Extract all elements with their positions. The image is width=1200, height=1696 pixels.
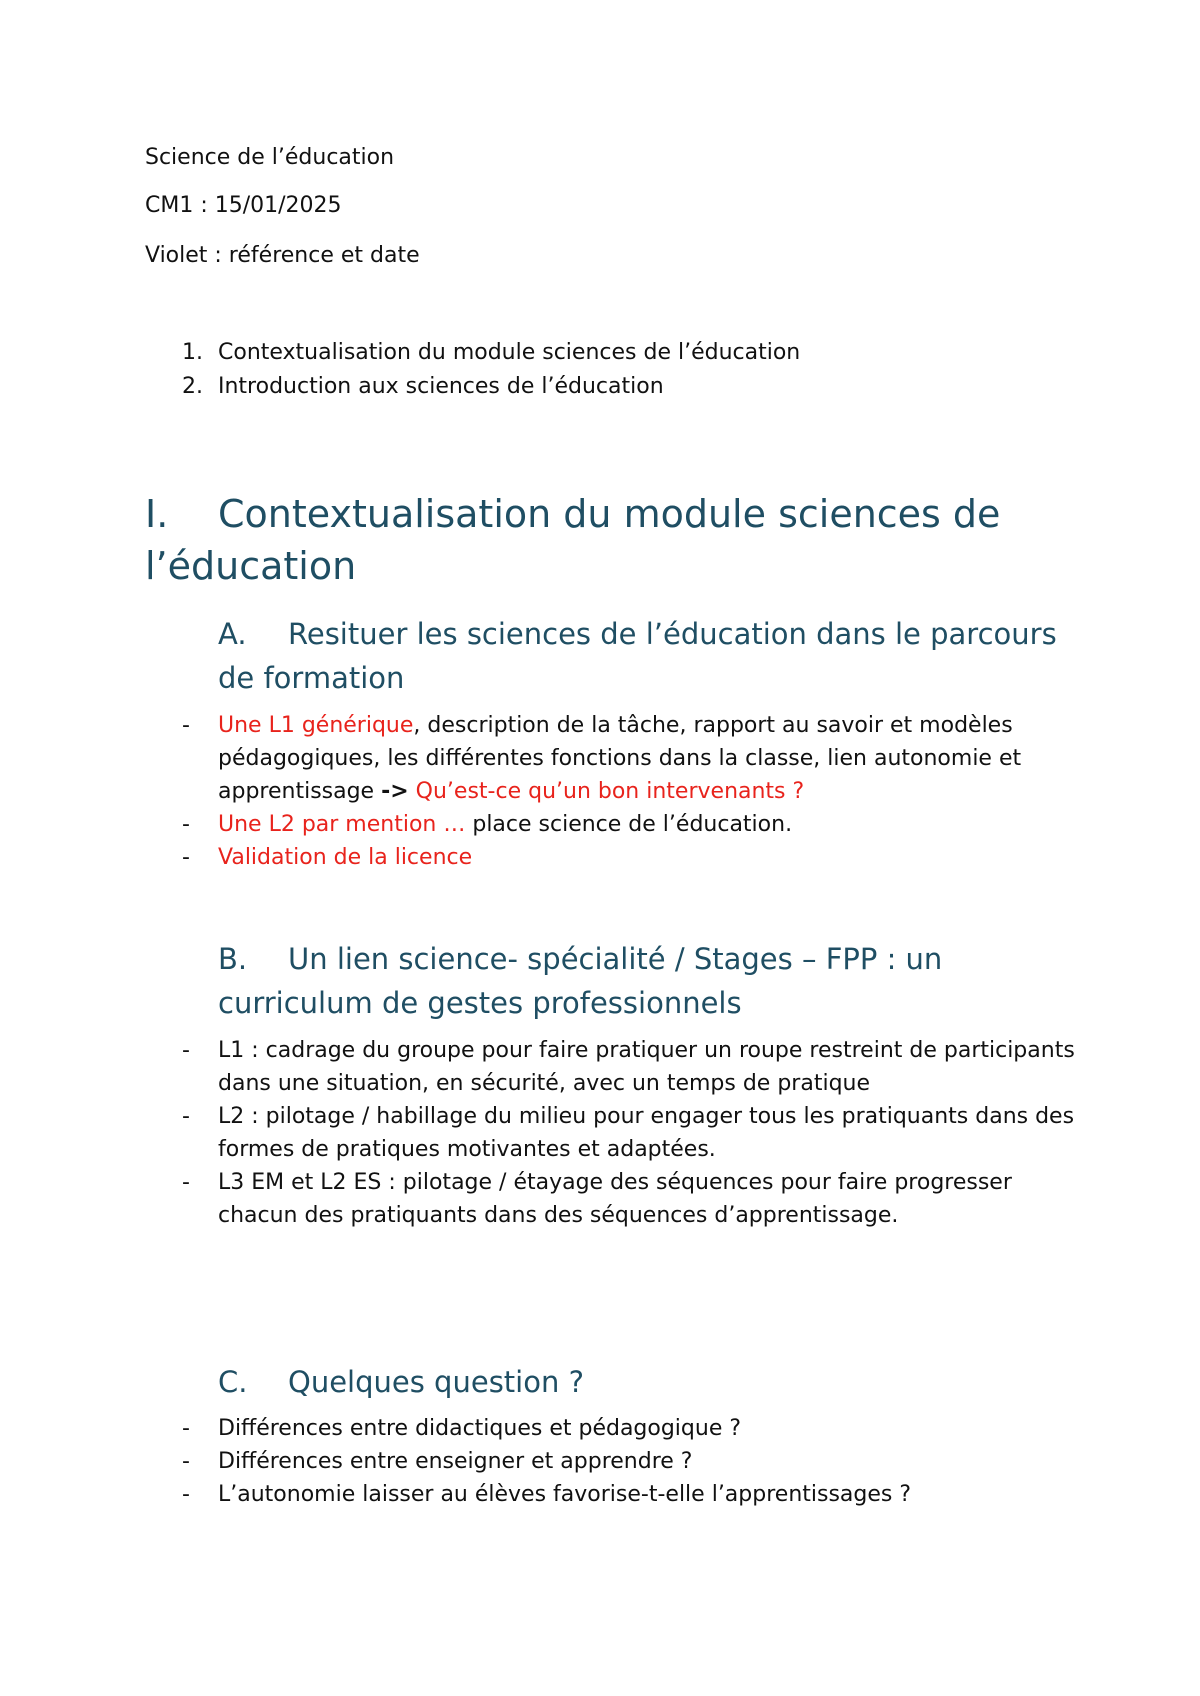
bullet-dash: - <box>182 1482 190 1507</box>
bullet-list-a <box>145 709 1085 874</box>
bullet-dash: - <box>182 713 190 738</box>
list-item <box>145 1166 1085 1232</box>
subsection-heading-b <box>218 937 1078 1025</box>
subsection-label: B. <box>218 942 248 976</box>
subsection-label: C. <box>218 1365 248 1399</box>
highlight-red: Qu’est-ce qu’un bon intervenants ? <box>408 779 805 804</box>
bullet-dash: - <box>182 1104 190 1129</box>
bullet-dash: - <box>182 812 190 837</box>
list-item <box>145 1478 1085 1511</box>
subsection-title: Quelques question ? <box>288 1365 584 1399</box>
item-text: L’autonomie laisser au élèves favorise-t-elle l’apprentissages ? <box>218 1482 912 1507</box>
toc-item <box>145 336 800 370</box>
subsection-title: Un lien science- spécialité / Stages – FPP : un curriculum de gestes professionnels <box>218 942 943 1020</box>
item-text: , description de la tâche, rapport au savoir et modèles pédagogiques, les différentes fonctions dans la classe, lien autonomie et apprentissage <box>218 713 1022 804</box>
table-of-contents <box>145 336 800 404</box>
highlight-red: Une L2 par mention … <box>218 812 466 837</box>
list-item <box>145 1100 1085 1166</box>
bullet-dash: - <box>182 1449 190 1474</box>
item-text: L1 : cadrage du groupe pour faire pratiquer un roupe restreint de participants dans une situation, en sécurité, avec un temps de pratique <box>218 1038 1075 1096</box>
item-text: L2 : pilotage / habillage du milieu pour engager tous les pratiquants dans des formes de pratiques motivantes et adaptées. <box>218 1104 1075 1162</box>
item-text: Différences entre enseigner et apprendre ? <box>218 1449 693 1474</box>
list-item <box>145 808 1085 841</box>
list-item <box>145 1445 1085 1478</box>
bullet-dash: - <box>182 845 190 870</box>
subsection-label: A. <box>218 617 247 651</box>
highlight-red: Validation de la licence <box>218 845 473 870</box>
toc-text: Introduction aux sciences de l’éducation <box>218 374 664 399</box>
list-item <box>145 1034 1085 1100</box>
bullet-list-c <box>145 1412 1085 1511</box>
section-title: Contextualisation du module sciences de l’éducation <box>145 492 1001 588</box>
list-item <box>145 841 1085 874</box>
section-label: I. <box>145 492 169 536</box>
list-item <box>145 1412 1085 1445</box>
item-text: place science de l’éducation. <box>465 812 793 837</box>
list-item <box>145 709 1085 808</box>
item-text: Différences entre didactiques et pédagogique ? <box>218 1416 742 1441</box>
subsection-title: Resituer les sciences de l’éducation dans le parcours de formation <box>218 617 1057 695</box>
bullet-dash: - <box>182 1038 190 1063</box>
document-title: Science de l’éducation <box>145 145 395 170</box>
toc-text: Contextualisation du module sciences de l’éducation <box>218 340 801 365</box>
toc-item <box>145 370 800 404</box>
lecture-date: CM1 : 15/01/2025 <box>145 193 342 218</box>
arrow-symbol: -> <box>381 779 409 804</box>
bullet-list-b <box>145 1034 1085 1232</box>
color-legend: Violet : référence et date <box>145 243 420 268</box>
item-text: L3 EM et L2 ES : pilotage / étayage des séquences pour faire progresser chacun des pratiquants dans des séquences d’apprentissage. <box>218 1170 1012 1228</box>
subsection-heading-c <box>218 1360 1078 1404</box>
toc-number: 2. <box>182 374 203 399</box>
bullet-dash: - <box>182 1416 190 1441</box>
section-heading-1 <box>145 488 1095 592</box>
toc-number: 1. <box>182 340 203 365</box>
highlight-red: Une L1 générique <box>218 713 414 738</box>
subsection-heading-a <box>218 612 1078 700</box>
bullet-dash: - <box>182 1170 190 1195</box>
